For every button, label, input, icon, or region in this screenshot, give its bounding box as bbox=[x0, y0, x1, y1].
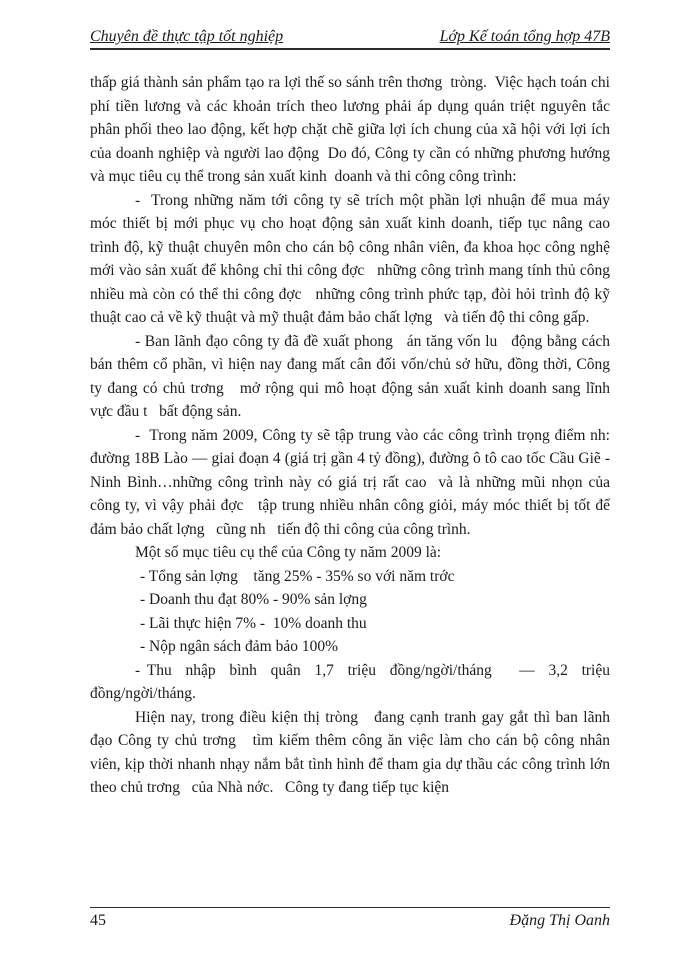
paragraph: - Thu nhập bình quân 1,7 triệu đồng/ngời/tháng — 3,2 triệu đồng/ngời/tháng. bbox=[90, 661, 614, 702]
bullet-item: - Doanh thu đạt 80% - 90% sản lợng bbox=[140, 591, 367, 608]
page-header bbox=[90, 28, 610, 50]
paragraph: thấp giá thành sản phẩm tạo ra lợi thế so sánh trên thơng tròng. Việc hạch toán chi phí tiền lương và các khoản trích theo lương phải áp dụng quán triệt nguyên tắc phân phối theo lao động, kết hợp chặt chẽ giữa lợi ích chung của xã hội với lợi ích của doanh nghiệp và người lao động Do đó, Công ty cần có những phương hướng và mục tiêu cụ thể trong sản xuất kinh doanh và thi công công trình: bbox=[90, 74, 614, 185]
header-course-title: Chuyên đề thực tập tốt nghiệp bbox=[90, 28, 284, 45]
header-class-name: Lớp Kế toán tổng hợp 47B bbox=[439, 28, 610, 45]
paragraph: - Ban lãnh đạo công ty đã đề xuất phong án tăng vốn lu động bằng cách bán thêm cổ phần, vì hiện nay đang mất cân đối vốn/chủ sở hữu, đồng thời, Công ty đang có chủ trơng mở rộng qui mô hoạt động sản xuất kinh doanh sang lĩnh vực đầu t bất động sản. bbox=[90, 332, 614, 420]
bullet-item: - Lãi thực hiện 7% - 10% doanh thu bbox=[140, 614, 367, 632]
document-body bbox=[90, 71, 622, 800]
author-name: Đặng Thị Oanh bbox=[509, 912, 610, 929]
paragraph: Một số mục tiêu cụ thể của Công ty năm 2009 là: bbox=[135, 544, 442, 561]
paragraph: - Trong năm 2009, Công ty sẽ tập trung vào các công trình trọng điểm nh: đường 18B Lào — giai đoạn 4 (giá trị gần 4 tỷ đồng), đường ô tô cao tốc Cầu Giẽ - Ninh Bình…những công trình này có giá trị rất cao và là những mũi nhọn của công ty, vì vậy phải đợc tập trung nhiều nhân công giỏi, máy móc thiết bị tốt để đảm bảo chất lợng cũng nh tiến độ thi công của công trình. bbox=[90, 426, 622, 538]
paragraph: Hiện nay, trong điều kiện thị tròng đang cạnh tranh gay gắt thì ban lãnh đạo Công ty chủ trơng tìm kiếm thêm công ăn việc làm cho cán bộ công nhân viên, kịp thời nhanh nhạy nắm bắt tình hình để tham gia dự thầu các công trình lớn theo chủ trơng của Nhà nớc. Công ty đang tiếp tục kiện bbox=[90, 708, 614, 796]
bullet-item: - Tổng sản lợng tăng 25% - 35% so với năm trớc bbox=[140, 567, 455, 585]
paragraph: - Trong những năm tới công ty sẽ trích một phần lợi nhuận để mua máy móc thiết bị mới phục vụ cho hoạt động sản xuất kinh doanh, tiếp tục nâng cao trình độ, kỹ thuật chuyên môn cho cán bộ công nhân viên, đa khoa học công nghệ mới vào sản xuất để không chỉ thi công đợc những công trình mang tính thủ công nhiều mà còn có thể thi công đợc những công trình phức tạp, đòi hỏi trình độ kỹ thuật cao cả về kỹ thuật và mỹ thuật đảm bảo chất lợng và tiến độ thi công gấp. bbox=[90, 191, 614, 326]
page-footer bbox=[90, 907, 610, 930]
page-number: 45 bbox=[90, 912, 106, 929]
bullet-item: - Nộp ngân sách đảm bảo 100% bbox=[140, 638, 339, 655]
